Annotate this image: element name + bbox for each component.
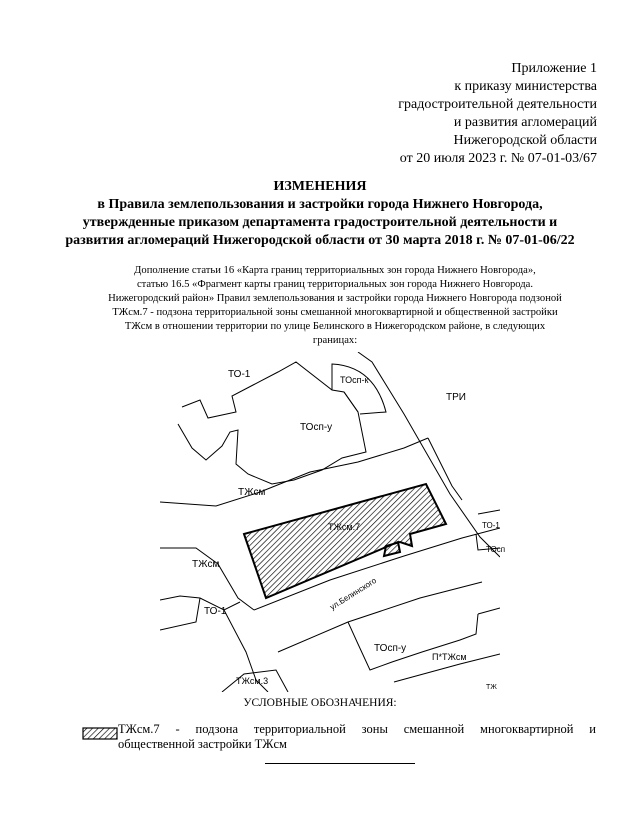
zone-boundary xyxy=(160,548,254,610)
document-title xyxy=(0,178,640,250)
tzhsm7-zone xyxy=(244,484,446,598)
title-line: утвержденные приказом департамента градостроительной деятельности и xyxy=(82,215,558,230)
label-to1-top: ТО-1 xyxy=(228,369,251,380)
appendix-header xyxy=(398,60,597,168)
appendix-line: к приказу министерства xyxy=(454,79,597,94)
title-line: развития агломераций Нижегородской области от 30 марта 2018 г. № 07-01-06/22 xyxy=(65,233,575,248)
zone-boundary xyxy=(160,598,200,630)
bottom-divider xyxy=(265,763,415,764)
zone-boundary xyxy=(478,608,500,614)
legend-line: общественной застройки ТЖсм xyxy=(118,737,287,751)
label-tzhsm3: ТЖсм.3 xyxy=(236,676,269,686)
label-tzhsm7: ТЖсм.7 xyxy=(328,522,361,532)
zone-boundary xyxy=(478,510,500,514)
label-tosp-k: ТОсп-к xyxy=(340,375,369,385)
appendix-line: Приложение 1 xyxy=(511,61,597,76)
appendix-line: градостроительной деятельности xyxy=(398,97,597,112)
description-line: ТЖсм в отношении территории по улице Белинского в Нижегородском районе, в следующих xyxy=(124,321,546,332)
label-street: ул.Белинского xyxy=(328,576,378,612)
description-line: статью 16.5 «Фрагмент карты границ территориальных зон города Нижнего Новгорода. xyxy=(136,279,534,290)
description-line: ТЖсм.7 - подзона территориальной зоны смешанной многоквартирной и общественной застройки xyxy=(112,307,558,318)
description-line: Нижегородский район» Правил землепользования и застройки города Нижнего Новгорода подзоной xyxy=(108,293,562,304)
label-tzhsm-upper: ТЖсм xyxy=(238,487,266,498)
label-to1-right: ТО-1 xyxy=(482,521,500,530)
appendix-line: Нижегородской области xyxy=(453,133,597,148)
description-paragraph xyxy=(70,264,600,348)
label-to1-bottom: ТО-1 xyxy=(204,606,227,617)
label-tosp-right: ТОсп xyxy=(486,545,506,554)
street-edge xyxy=(278,582,482,652)
description-line: границах: xyxy=(312,335,358,346)
label-tzhsm-left: ТЖсм xyxy=(192,559,220,570)
label-tzh-bottom-right: ТЖ xyxy=(486,684,497,691)
appendix-line: и развития агломераций xyxy=(453,115,597,130)
title-heading: ИЗМЕНЕНИЯ xyxy=(273,179,367,194)
title-line: в Правила землепользования и застройки города Нижнего Новгорода, xyxy=(97,197,543,212)
label-tosp-u-bottom: ТОсп-у xyxy=(374,643,407,654)
street-edge xyxy=(344,392,358,412)
hatch-swatch-icon xyxy=(82,727,118,740)
label-tosp-u-top: ТОсп-у xyxy=(300,422,333,433)
label-tri: ТРИ xyxy=(446,392,466,403)
description-line: Дополнение статьи 16 «Карта границ территориальных зон города Нижнего Новгорода», xyxy=(134,265,536,276)
appendix-line: от 20 июля 2023 г. № 07-01-03/67 xyxy=(399,151,597,166)
street-edge xyxy=(428,438,462,500)
legend-entry xyxy=(118,722,596,752)
zoning-map xyxy=(160,352,506,692)
label-p-tzhsm: П*ТЖсм xyxy=(432,652,467,662)
legend-heading: УСЛОВНЫЕ ОБОЗНАЧЕНИЯ: xyxy=(243,697,397,709)
legend-line: ТЖсм.7 - подзона территориальной зоны смешанной многоквартирной и xyxy=(118,722,596,736)
